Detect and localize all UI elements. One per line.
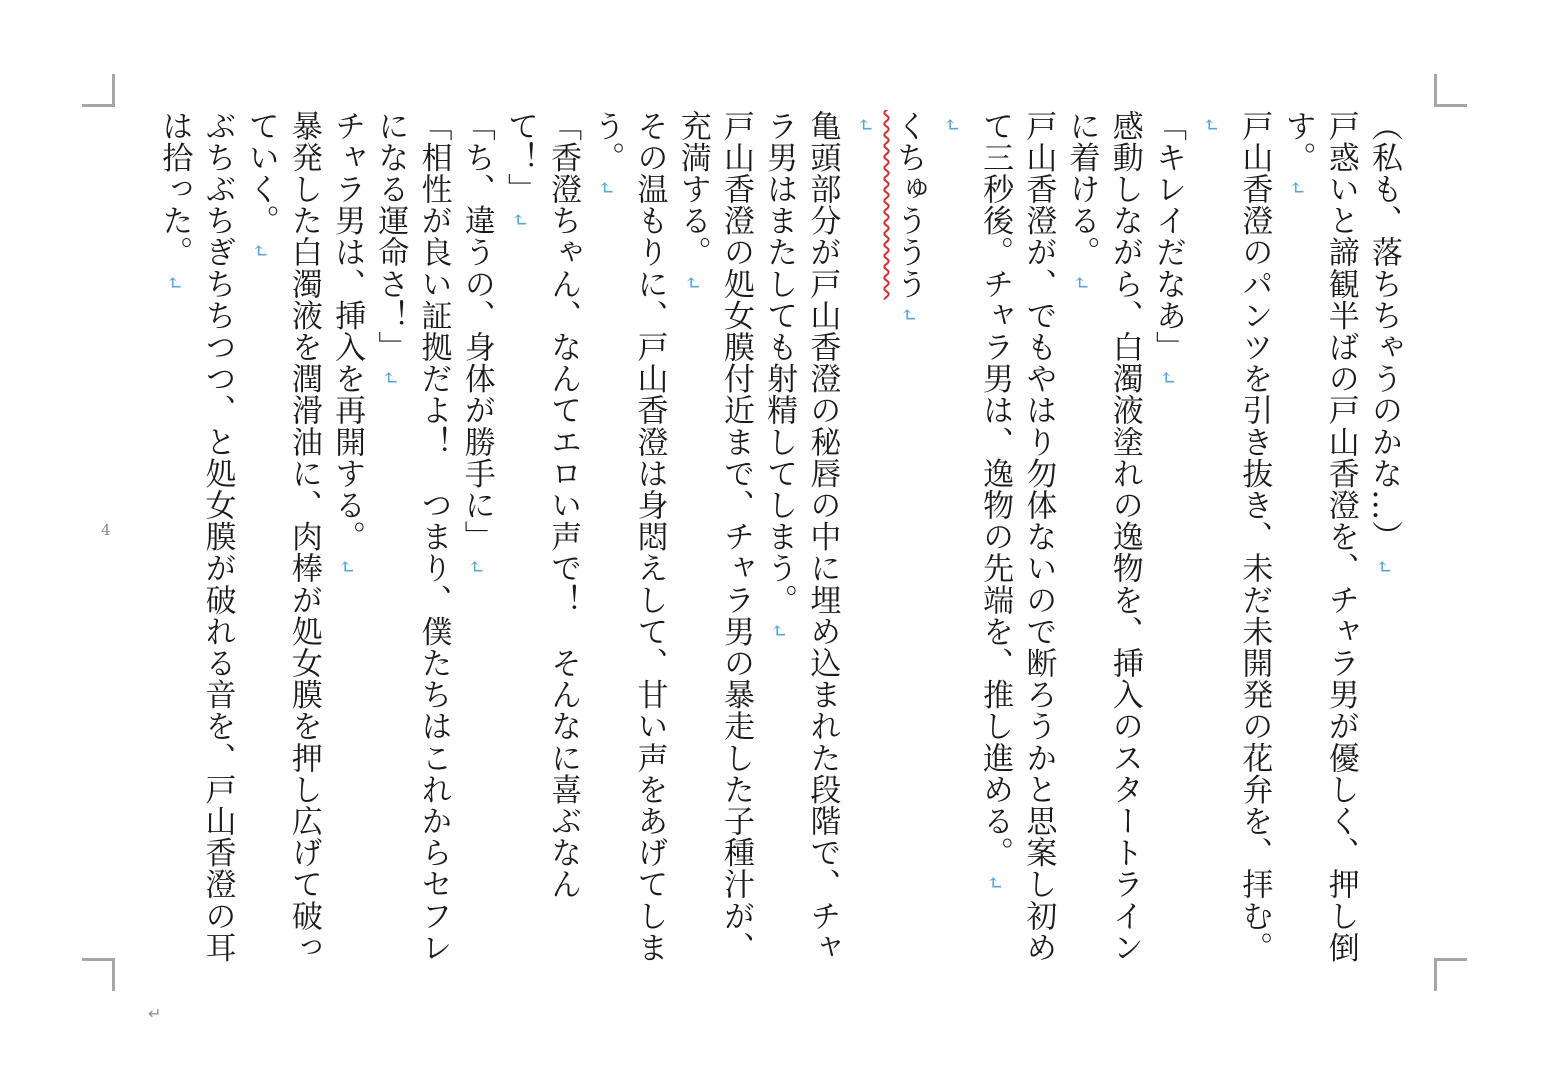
paragraph: 戸山香澄のパンツを引き抜き、未だ未開発の花弁を、拝む。↵	[1199, 110, 1273, 964]
paragraph-mark-icon: ↵	[594, 179, 619, 197]
end-of-document-mark-icon: ↵	[148, 1004, 162, 1023]
paragraph: 亀頭部分が戸山香澄の秘唇の中に埋め込まれた段階で、チャラ男はまたしても射精してしまう。↵	[761, 110, 841, 964]
paragraph-mark-icon: ↵	[378, 368, 403, 387]
crop-mark-bottom-right	[1434, 958, 1467, 991]
paragraph-mark-icon: ↵	[896, 305, 921, 323]
paragraph-mark-icon: ↵	[939, 116, 964, 134]
paragraph-mark-icon: ↵	[464, 558, 489, 576]
paragraph-mark-icon: ↵	[767, 621, 792, 639]
vertical-text-body[interactable]	[115, 110, 1405, 970]
paragraph-mark-icon: ↵	[1372, 558, 1396, 576]
spellcheck-flagged-text[interactable]: くちゅううう	[890, 110, 927, 300]
paragraph: 暴発した白濁液を潤滑油に、肉棒が処女膜を押し広げて破っていく。↵	[242, 110, 322, 964]
crop-mark-top-left	[82, 74, 115, 107]
paragraph-mark-icon: ↵	[248, 242, 273, 260]
crop-mark-bottom-left	[82, 958, 115, 991]
paragraph: 「キレイだなあ」↵	[1149, 110, 1186, 387]
page-number: 4	[101, 521, 111, 539]
paragraph-mark-icon: ↵	[853, 116, 878, 134]
paragraph-mark-icon: ↵	[335, 558, 360, 576]
paragraph: 戸山香澄が、でもやはり勿体ないので断ろうかと思案し初めて三秒後。チャラ男は、逸物の先端を、推し進める。↵	[977, 110, 1057, 964]
paragraph: 「ち、違うの、身体が勝手に」↵	[458, 110, 495, 576]
paragraph: 「相性が良い証拠だよ！ つまり、僕たちはこれからセフレになる運命さ！」↵	[372, 110, 452, 964]
paragraph-mark-icon: ↵	[1285, 179, 1310, 197]
paragraph-mark-icon: ↵	[1199, 116, 1224, 134]
paragraph-mark-icon: ↵	[1069, 274, 1094, 292]
paragraph: （私も、落ちちゃうのかな…）↵	[1366, 110, 1402, 576]
paragraph: 「香澄ちゃん、なんてエロい声で！ そんなに喜ぶなんて！」↵	[501, 110, 582, 900]
paragraph-mark-icon: ↵	[162, 274, 187, 292]
paragraph-mark-icon: ↵	[507, 210, 532, 229]
paragraph: その温もりに、戸山香澄は身悶えして、甘い声をあげてしまう。↵	[588, 110, 668, 964]
crop-mark-top-right	[1434, 74, 1467, 107]
paragraph: ぶちぶちぎちちつつ、と処女膜が破れる音を、戸山香澄の耳は拾った。↵	[156, 110, 236, 964]
paragraph-empty	[843, 110, 886, 970]
paragraph: 感動しながら、白濁液塗れの逸物を、挿入のスタートラインに着ける。↵	[1063, 110, 1143, 964]
paragraph-empty	[930, 110, 973, 970]
paragraph	[887, 110, 930, 970]
paragraph-mark-icon: ↵	[680, 274, 705, 292]
paragraph: チャラ男は、挿入を再開する。↵	[329, 110, 366, 576]
paragraph-mark-icon: ↵	[983, 874, 1008, 892]
paragraph: 戸山香澄の処女膜付近まで、チャラ男の暴走した子種汁が、充満する。↵	[674, 110, 754, 964]
paragraph-mark-icon: ↵	[1155, 368, 1180, 387]
paragraph: 戸惑いと諦観半ばの戸山香澄を、チャラ男が優しく、押し倒す。↵	[1279, 110, 1359, 964]
